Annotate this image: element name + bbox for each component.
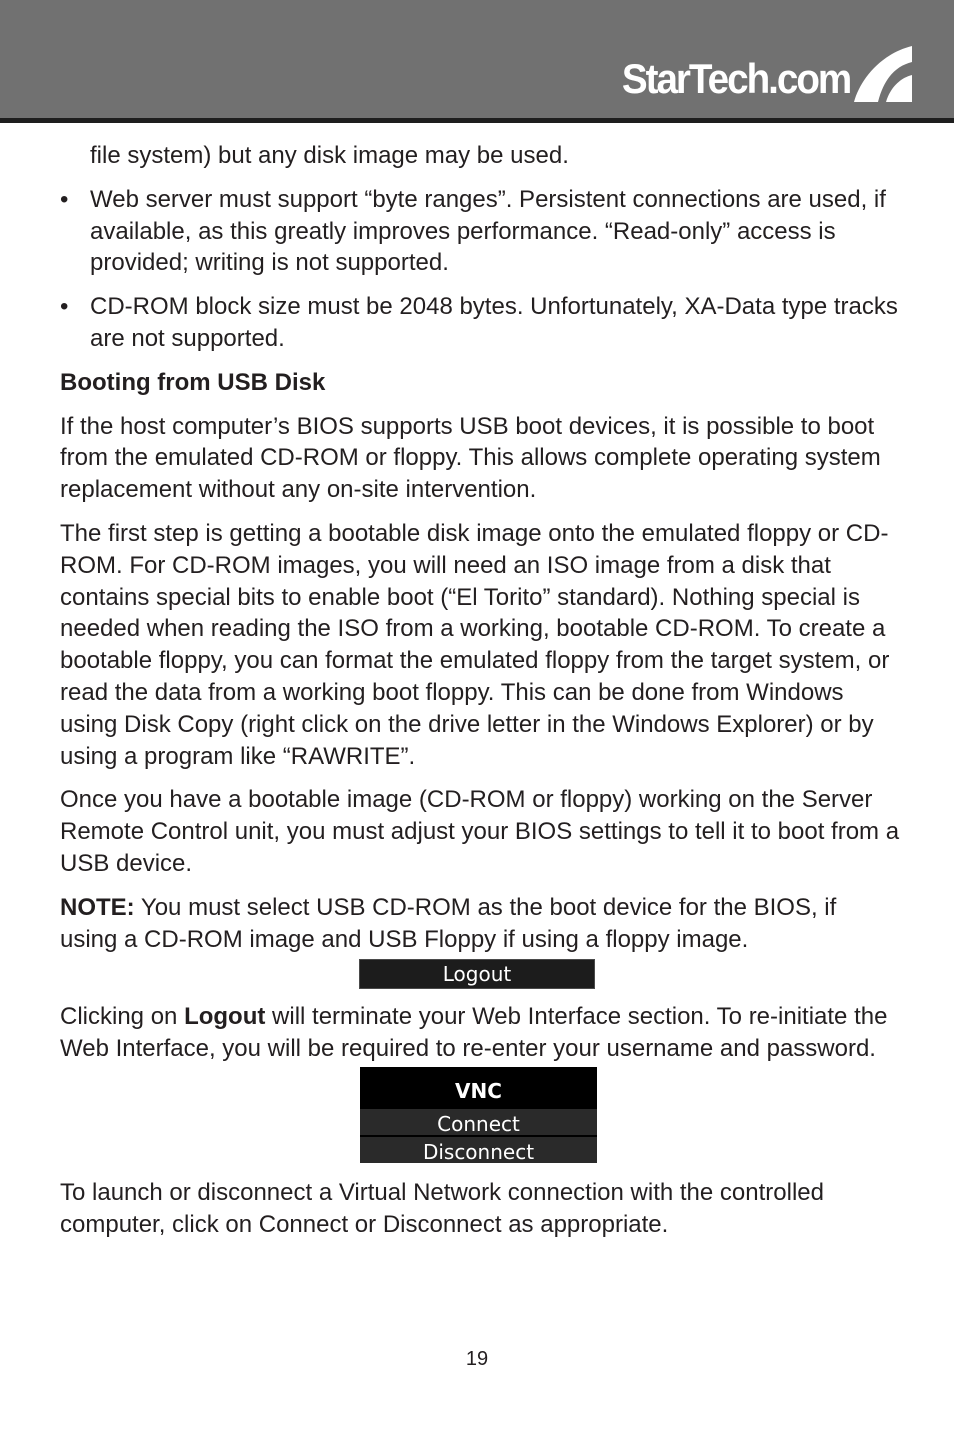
logout-text-post: will terminate your Web Interface section. To re-initiate the Web Interface, you will be required to re-enter your username and password. bbox=[60, 1003, 888, 1063]
note-label: NOTE: bbox=[60, 893, 135, 921]
page-content bbox=[60, 140, 900, 1253]
startech-logo bbox=[602, 42, 912, 106]
page-number: 19 bbox=[465, 1348, 489, 1370]
vnc-disconnect-button[interactable]: Disconnect bbox=[360, 1135, 597, 1163]
bullet-item-byte-ranges bbox=[60, 184, 900, 279]
bullet-dot: • bbox=[60, 293, 69, 321]
bullet-dot: • bbox=[60, 185, 69, 213]
bios-settings-paragraph: Once you have a bootable image (CD-ROM or floppy) working on the Server Remote Control unit, you must adjust your BIOS settings to tell it to boot from a USB device. bbox=[60, 786, 900, 877]
page-header bbox=[0, 0, 954, 118]
bios-paragraph: If the host computer’s BIOS supports USB boot devices, it is possible to boot from the emulated CD-ROM or floppy. This allows complete operating system replacement without any on-site intervention. bbox=[60, 412, 881, 504]
logout-text-pre: Clicking on bbox=[60, 1003, 185, 1031]
bullet-item-block-size bbox=[60, 291, 900, 355]
logout-text-bold: Logout bbox=[184, 1003, 266, 1031]
logout-button[interactable]: Logout bbox=[359, 959, 595, 989]
logo-text: StarTech.com bbox=[621, 55, 850, 102]
note-text: You must select USB CD-ROM as the boot device for the BIOS, if using a CD-ROM image and USB Floppy if using a floppy image. bbox=[60, 893, 837, 953]
logo-swoosh-icon bbox=[850, 42, 912, 106]
vnc-menu-title: VNC bbox=[360, 1067, 597, 1107]
logout-paragraph bbox=[60, 1001, 900, 1065]
vnc-menu bbox=[360, 1067, 597, 1163]
bullet-text: Web server must support “byte ranges”. Persistent connections are used, if available, as this greatly improves performance. “Read-only” access is provided; writing is not supported. bbox=[90, 185, 886, 277]
vnc-paragraph: To launch or disconnect a Virtual Network connection with the controlled computer, click on Connect or Disconnect as appropriate. bbox=[60, 1178, 824, 1238]
section-heading: Booting from USB Disk bbox=[60, 368, 326, 396]
vnc-connect-button[interactable]: Connect bbox=[360, 1107, 597, 1135]
header-divider bbox=[0, 118, 954, 123]
bullet-text: CD-ROM block size must be 2048 bytes. Unfortunately, XA-Data type tracks are not supported. bbox=[90, 293, 898, 352]
note-paragraph bbox=[60, 892, 900, 956]
bootable-image-paragraph: The first step is getting a bootable disk image onto the emulated floppy or CD-ROM. For CD-ROM images, you will need an ISO image from a disk that contains special bits to enable boot (“El Torito” standard). Nothing special is needed when reading the ISO from a working, bootable CD-ROM. To create a bootable floppy, you can format the emulated floppy from the target system, or read the data from a working boot floppy. This can be done from Windows using Disk Copy (right click on the drive letter in the Windows Explorer) or by using a program like “RAWRITE”. bbox=[60, 519, 890, 770]
continuation-paragraph: file system) but any disk image may be used. bbox=[90, 142, 569, 169]
